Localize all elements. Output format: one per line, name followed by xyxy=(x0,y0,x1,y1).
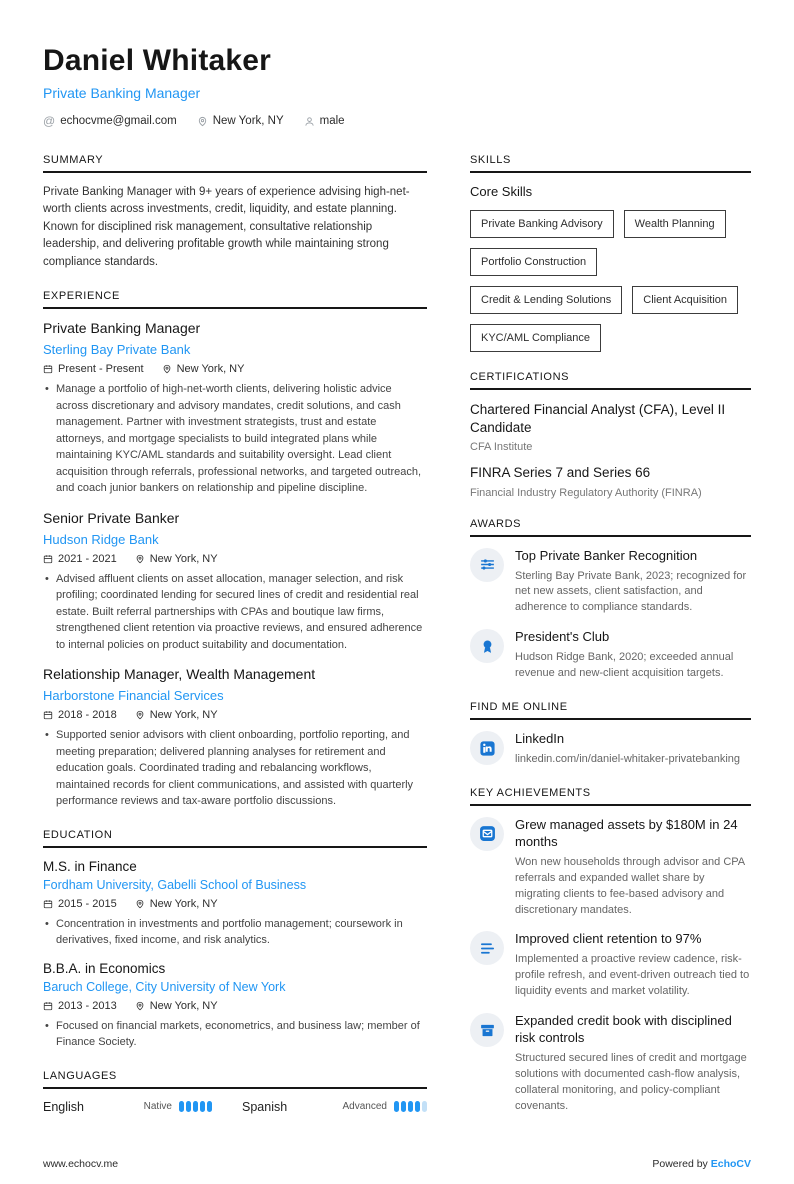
education-entry xyxy=(43,961,427,1051)
location-pin-icon xyxy=(135,1001,145,1011)
language-item xyxy=(228,1100,427,1114)
contact-email xyxy=(43,114,177,128)
location-pin-icon xyxy=(135,899,145,909)
section-key-achievements xyxy=(470,787,751,1115)
calendar-icon xyxy=(43,1001,53,1011)
language-name: Spanish xyxy=(242,1099,288,1114)
education-location: New York, NY xyxy=(149,999,218,1012)
achievement-description: Won new households through advisor and CPA referrals and expanded wallet share by migrating clients to fee-based advisory and discretionary mandates. xyxy=(515,855,745,916)
job-title: Senior Private Banker xyxy=(43,509,180,526)
job-company-link[interactable]: Harborstone Financial Services xyxy=(43,688,224,704)
summary-text: Private Banking Manager with 9+ years of experience advising high-net-worth clients across investments, credit, liquidity, and estate planning. Known for disciplined risk management, consultative relationship leadership, and delivering profitable growth while maintaining strong compliance standards. xyxy=(43,186,410,268)
job-entry xyxy=(43,666,427,810)
footer-powered-by xyxy=(652,1158,751,1170)
person-icon xyxy=(304,116,315,127)
award-entry xyxy=(470,629,751,682)
language-level-label: Advanced xyxy=(342,1101,387,1113)
job-location: New York, NY xyxy=(149,552,218,565)
gender-text: male xyxy=(319,115,345,127)
resume-columns xyxy=(43,154,751,1134)
right-column xyxy=(470,154,751,1134)
certification-entry xyxy=(470,401,751,453)
achievement-description: Implemented a proactive review cadence, risk-profile refresh, and event-driven outreach tied to liquidity events and market volatility. xyxy=(515,953,750,998)
job-dates: 2018 - 2018 xyxy=(58,709,117,722)
skill-tag: Client Acquisition xyxy=(632,286,738,314)
contact-row xyxy=(43,114,751,128)
social-profile-link[interactable]: linkedin.com/in/daniel-whitaker-privatebanking xyxy=(515,753,741,766)
powered-by-text: Powered by xyxy=(652,1157,708,1170)
awards-heading: AWARDS xyxy=(470,518,751,537)
education-dates: 2015 - 2015 xyxy=(58,897,117,910)
job-bullet: • Supported senior advisors with client onboarding, portfolio reporting, and meeting preparation; delivered planning analyses for retirement and education goals. Coordinated trading and rebalancing workflows, maintained records for client communications, and assisted with quarterly performance reviews and tax-aware portfolio discussions. xyxy=(43,727,427,810)
section-awards xyxy=(470,518,751,682)
envelope-icon xyxy=(470,817,504,851)
certification-title: Chartered Financial Analyst (CFA), Level II Candidate xyxy=(470,402,726,436)
sliders-icon xyxy=(470,548,504,582)
certifications-heading: CERTIFICATIONS xyxy=(470,371,751,390)
job-location: New York, NY xyxy=(176,363,245,376)
location-pin-icon xyxy=(135,554,145,564)
skills-heading: SKILLS xyxy=(470,154,751,173)
education-heading: EDUCATION xyxy=(43,829,427,848)
email-text: echocvme@gmail.com xyxy=(60,115,177,127)
achievement-title: Expanded credit book with disciplined risk controls xyxy=(515,1013,732,1046)
page-footer xyxy=(43,1134,751,1170)
skills-tags xyxy=(470,210,751,352)
language-level-dots xyxy=(394,1101,427,1112)
key-achievements-heading: KEY ACHIEVEMENTS xyxy=(470,787,751,806)
achievement-title: Improved client retention to 97% xyxy=(515,931,702,947)
section-experience xyxy=(43,290,427,810)
language-name: English xyxy=(43,1099,84,1114)
education-location: New York, NY xyxy=(149,897,218,910)
email-icon: @ xyxy=(43,114,56,128)
job-company-link[interactable]: Sterling Bay Private Bank xyxy=(43,342,191,358)
calendar-icon xyxy=(43,554,53,564)
school-link[interactable]: Fordham University, Gabelli School of Business xyxy=(43,877,307,892)
medal-icon xyxy=(470,629,504,663)
social-network-name: LinkedIn xyxy=(515,731,565,747)
job-bullet: • Manage a portfolio of high-net-worth clients, delivering holistic advice across discretionary and advisory mandates, credit solutions, and cash management. Partner with investment strategists, trust and estate attorneys, and mortgage specialists to build integrated plans while maintaining KYC/AML standards and suitability oversight. Lead client acquisition through referrals, professional networks, and targeted outreach, and coach junior bankers on relationship and pipeline discipline. xyxy=(43,381,427,497)
linkedin-icon xyxy=(470,731,504,765)
job-title: Relationship Manager, Wealth Management xyxy=(43,666,316,683)
location-pin-icon xyxy=(162,364,172,374)
education-dates: 2013 - 2013 xyxy=(58,999,117,1012)
find-me-online-heading: FIND ME ONLINE xyxy=(470,701,751,720)
language-level-dots xyxy=(179,1101,212,1112)
job-bullet: • Advised affluent clients on asset allocation, manager selection, and risk profiling; coordinated lending for secured lines of credit and residential real estate. Built referral partnerships with CPAs and boutique law firms, strengthened client retention via proactive reviews, and ensured adherence to internal policies on product suitability and documentation. xyxy=(43,571,427,654)
location-pin-icon xyxy=(135,710,145,720)
candidate-name: Daniel Whitaker xyxy=(43,44,272,77)
resume-header xyxy=(43,44,751,128)
contact-location xyxy=(197,115,284,127)
skill-tag: Private Banking Advisory xyxy=(470,210,614,238)
skill-tag: KYC/AML Compliance xyxy=(470,324,601,352)
job-company-link[interactable]: Hudson Ridge Bank xyxy=(43,531,159,547)
calendar-icon xyxy=(43,899,53,909)
job-meta xyxy=(43,363,427,375)
award-description: Hudson Ridge Bank, 2020; exceeded annual revenue and new-client acquisition targets. xyxy=(515,651,734,680)
brand-link[interactable]: EchoCV xyxy=(710,1157,751,1170)
contact-gender xyxy=(304,115,345,127)
job-entry xyxy=(43,320,427,497)
section-skills xyxy=(470,154,751,352)
skill-tag: Credit & Lending Solutions xyxy=(470,286,622,314)
skill-tag: Wealth Planning xyxy=(624,210,726,238)
award-title: President's Club xyxy=(515,629,610,645)
achievement-description: Structured secured lines of credit and mortgage solutions with documented cash-flow analysis, collateral monitoring, and policy-compliant covenants. xyxy=(515,1051,747,1112)
certification-issuer: CFA Institute xyxy=(470,441,533,454)
location-text: New York, NY xyxy=(212,115,284,127)
languages-row xyxy=(43,1100,427,1114)
summary-heading: SUMMARY xyxy=(43,154,427,173)
achievement-title: Grew managed assets by $180M in 24 months xyxy=(515,816,738,849)
job-dates: 2021 - 2021 xyxy=(58,552,117,565)
award-description: Sterling Bay Private Bank, 2023; recognized for net new assets, client satisfaction, and adherence to compliance standards. xyxy=(515,569,747,614)
language-item xyxy=(43,1100,228,1114)
calendar-icon xyxy=(43,364,53,374)
skills-group-label: Core Skills xyxy=(470,184,533,199)
achievement-entry xyxy=(470,1013,751,1115)
achievement-entry xyxy=(470,817,751,919)
list-icon xyxy=(470,931,504,965)
education-meta xyxy=(43,1000,427,1012)
job-meta xyxy=(43,709,427,721)
job-meta xyxy=(43,553,427,565)
language-level-label: Native xyxy=(143,1101,172,1113)
job-title: Private Banking Manager xyxy=(43,320,201,337)
education-entry xyxy=(43,859,427,949)
education-bullet: • Concentration in investments and portfolio management; coursework in derivatives, fixed income, and risk analytics. xyxy=(43,916,427,949)
archive-icon xyxy=(470,1013,504,1047)
languages-heading: LANGUAGES xyxy=(43,1070,427,1089)
candidate-title: Private Banking Manager xyxy=(43,85,201,101)
calendar-icon xyxy=(43,710,53,720)
school-link[interactable]: Baruch College, City University of New York xyxy=(43,979,286,994)
experience-heading: EXPERIENCE xyxy=(43,290,427,309)
award-entry xyxy=(470,548,751,617)
award-title: Top Private Banker Recognition xyxy=(515,547,698,563)
section-languages xyxy=(43,1070,427,1114)
achievement-entry xyxy=(470,931,751,1000)
certification-entry xyxy=(470,464,751,498)
certification-issuer: Financial Industry Regulatory Authority (FINRA) xyxy=(470,486,702,499)
job-dates: Present - Present xyxy=(58,363,144,376)
section-education xyxy=(43,829,427,1051)
social-entry xyxy=(470,731,751,768)
certification-title: FINRA Series 7 and Series 66 xyxy=(470,465,651,481)
skill-tag: Portfolio Construction xyxy=(470,248,597,276)
section-summary xyxy=(43,154,427,271)
left-column xyxy=(43,154,427,1133)
footer-website-link[interactable]: www.echocv.me xyxy=(43,1157,119,1170)
section-certifications xyxy=(470,371,751,499)
job-entry xyxy=(43,510,427,654)
degree-title: B.B.A. in Economics xyxy=(43,960,166,976)
education-bullet: • Focused on financial markets, econometrics, and business law; member of Finance Society. xyxy=(43,1018,427,1051)
location-pin-icon xyxy=(197,116,208,127)
job-location: New York, NY xyxy=(149,709,218,722)
section-find-me-online xyxy=(470,701,751,768)
education-meta xyxy=(43,898,427,910)
degree-title: M.S. in Finance xyxy=(43,858,137,874)
